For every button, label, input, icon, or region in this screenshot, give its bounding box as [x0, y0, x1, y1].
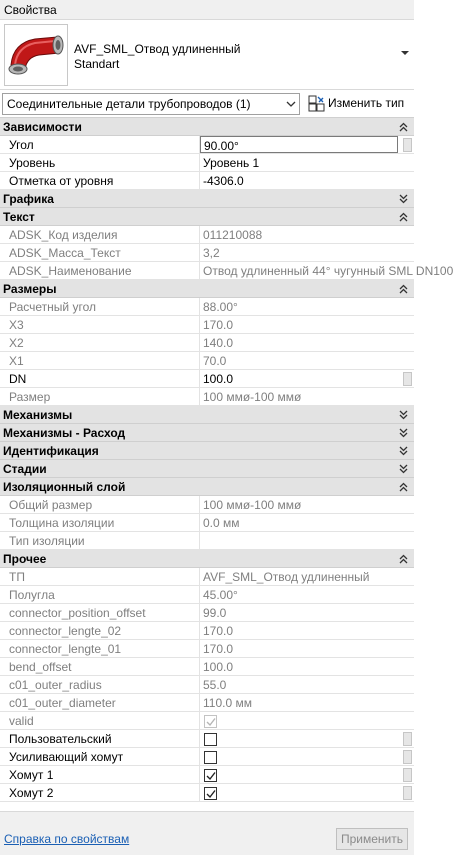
- checkmark-icon: [206, 789, 216, 799]
- property-name: Расчетный угол: [0, 298, 200, 315]
- property-value: 100 ммø-100 ммø: [203, 390, 302, 404]
- property-row: [0, 226, 414, 244]
- property-row: [0, 154, 414, 172]
- property-value[interactable]: -4306.0: [203, 174, 244, 188]
- expand-chevrons-icon[interactable]: [399, 194, 408, 204]
- property-row: [0, 658, 414, 676]
- group-name: Зависимости: [3, 120, 82, 134]
- property-row: [0, 694, 414, 712]
- property-value[interactable]: 100.0: [203, 372, 234, 386]
- row-grip-handle[interactable]: [403, 768, 412, 782]
- edit-type-label: Изменить тип: [328, 96, 405, 110]
- group-header[interactable]: [0, 280, 414, 298]
- property-row: [0, 298, 414, 316]
- collapse-chevrons-icon[interactable]: [399, 122, 408, 132]
- apply-button[interactable]: Применить: [336, 828, 408, 850]
- property-value: 100 ммø-100 ммø: [203, 498, 302, 512]
- property-checkbox: [204, 715, 217, 728]
- property-value: 88.00°: [203, 300, 238, 314]
- property-name: Общий размер: [0, 496, 200, 513]
- group-header[interactable]: [0, 190, 414, 208]
- property-value: 011210088: [203, 228, 263, 242]
- chevron-down-icon: [286, 99, 296, 109]
- property-row: [0, 640, 414, 658]
- collapse-chevrons-icon[interactable]: [399, 284, 408, 294]
- group-header[interactable]: [0, 550, 414, 568]
- group-header[interactable]: [0, 424, 414, 442]
- category-filter-dropdown[interactable]: [2, 93, 300, 115]
- property-row: [0, 352, 414, 370]
- property-value: 45.00°: [203, 588, 238, 602]
- property-name: Хомут 1: [0, 766, 200, 783]
- dropdown-arrow-icon[interactable]: [400, 48, 410, 58]
- property-value[interactable]: Уровень 1: [203, 156, 260, 170]
- group-header[interactable]: [0, 478, 414, 496]
- group-name: Механизмы - Расход: [3, 426, 126, 440]
- type-name: AVF_SML_Отвод удлиненный: [74, 42, 241, 56]
- property-name: Отметка от уровня: [0, 172, 200, 189]
- property-name: connector_position_offset: [0, 604, 200, 621]
- property-name: X2: [0, 334, 200, 351]
- property-row: [0, 784, 414, 802]
- property-value: 110.0 мм: [203, 696, 252, 710]
- property-value: 170.0: [203, 318, 234, 332]
- help-link[interactable]: Справка по свойствам: [4, 832, 130, 846]
- property-checkbox[interactable]: [204, 769, 217, 782]
- property-value: 140.0: [203, 336, 234, 350]
- property-name: ТП: [0, 568, 200, 585]
- row-grip-handle[interactable]: [403, 138, 412, 152]
- property-value: 99.0: [203, 606, 227, 620]
- property-row: [0, 676, 414, 694]
- expand-chevrons-icon[interactable]: [399, 410, 408, 420]
- property-name: Пользовательский: [0, 730, 200, 747]
- property-value: 3,2: [203, 246, 220, 260]
- property-name: ADSK_Код изделия: [0, 226, 200, 243]
- group-header[interactable]: [0, 460, 414, 478]
- group-header[interactable]: [0, 406, 414, 424]
- collapse-chevrons-icon[interactable]: [399, 554, 408, 564]
- type-selector[interactable]: [0, 20, 414, 90]
- property-name: valid: [0, 712, 200, 729]
- property-row: [0, 334, 414, 352]
- property-name: Уровень: [0, 154, 200, 171]
- property-name: bend_offset: [0, 658, 200, 675]
- property-row: [0, 604, 414, 622]
- type-subname: Standart: [74, 57, 120, 71]
- property-value: AVF_SML_Отвод удлиненный: [203, 570, 370, 584]
- row-grip-handle[interactable]: [403, 786, 412, 800]
- property-name: ADSK_Наименование: [0, 262, 200, 279]
- property-value: 55.0: [203, 678, 227, 692]
- property-value[interactable]: 90.00°: [200, 136, 398, 153]
- footer: [0, 811, 414, 855]
- properties-grid: [0, 117, 453, 811]
- property-name: c01_outer_diameter: [0, 694, 200, 711]
- property-row: [0, 568, 414, 586]
- checkmark-icon: [206, 771, 216, 781]
- property-value: Отвод удлиненный 44° чугунный SML DN100: [203, 264, 453, 278]
- property-name: Угол: [0, 136, 200, 153]
- collapse-chevrons-icon[interactable]: [399, 212, 408, 222]
- property-row: [0, 244, 414, 262]
- collapse-chevrons-icon[interactable]: [399, 482, 408, 492]
- group-name: Механизмы: [3, 408, 73, 422]
- edit-type-icon: [308, 95, 325, 112]
- pipe-elbow-thumbnail-icon: [4, 24, 68, 86]
- expand-chevrons-icon[interactable]: [399, 464, 408, 474]
- group-name: Текст: [3, 210, 35, 224]
- row-grip-handle[interactable]: [403, 732, 412, 746]
- property-value: 0.0 мм: [203, 516, 240, 530]
- panel-title: Свойства: [0, 0, 414, 20]
- group-header[interactable]: [0, 118, 414, 136]
- group-name: Идентификация: [3, 444, 99, 458]
- property-name: Полугла: [0, 586, 200, 603]
- property-row: [0, 172, 414, 190]
- property-value: 170.0: [203, 642, 234, 656]
- property-row: [0, 730, 414, 748]
- property-row: [0, 388, 414, 406]
- property-value: 170.0: [203, 624, 234, 638]
- property-row: [0, 136, 414, 154]
- property-name: Тип изоляции: [0, 532, 200, 549]
- property-name: Толщина изоляции: [0, 514, 200, 531]
- property-value: 70.0: [203, 354, 227, 368]
- property-checkbox[interactable]: [204, 787, 217, 800]
- property-name: connector_lengte_02: [0, 622, 200, 639]
- property-name: DN: [0, 370, 200, 387]
- property-name: connector_lengte_01: [0, 640, 200, 657]
- expand-chevrons-icon[interactable]: [399, 428, 408, 438]
- checkmark-icon: [206, 717, 216, 727]
- property-row: [0, 514, 414, 532]
- expand-chevrons-icon[interactable]: [399, 446, 408, 456]
- row-grip-handle[interactable]: [403, 750, 412, 764]
- row-grip-handle[interactable]: [403, 372, 412, 386]
- group-header[interactable]: [0, 442, 414, 460]
- property-value: [200, 532, 398, 549]
- group-name: Стадии: [3, 462, 47, 476]
- property-name: ADSK_Масса_Текст: [0, 244, 200, 261]
- property-name: X3: [0, 316, 200, 333]
- property-value: 100.0: [203, 660, 234, 674]
- property-row: [0, 370, 414, 388]
- property-name: X1: [0, 352, 200, 369]
- property-row: [0, 622, 414, 640]
- property-name: Размер: [0, 388, 200, 405]
- property-checkbox[interactable]: [204, 751, 217, 764]
- group-header[interactable]: [0, 208, 414, 226]
- property-row: [0, 532, 414, 550]
- property-name: c01_outer_radius: [0, 676, 200, 693]
- property-checkbox[interactable]: [204, 733, 217, 746]
- group-name: Графика: [3, 192, 54, 206]
- property-row: [0, 748, 414, 766]
- property-row: [0, 316, 414, 334]
- property-row: [0, 586, 414, 604]
- property-name: Хомут 2: [0, 784, 200, 801]
- property-row: [0, 712, 414, 730]
- group-name: Прочее: [3, 552, 47, 566]
- group-name: Размеры: [3, 282, 57, 296]
- edit-type-button[interactable]: [304, 93, 412, 115]
- property-name: Усиливающий хомут: [0, 748, 200, 765]
- property-row: [0, 496, 414, 514]
- property-row: [0, 262, 453, 280]
- property-row: [0, 766, 414, 784]
- group-name: Изоляционный слой: [3, 480, 126, 494]
- category-filter-value: Соединительные детали трубопроводов (1): [7, 97, 251, 111]
